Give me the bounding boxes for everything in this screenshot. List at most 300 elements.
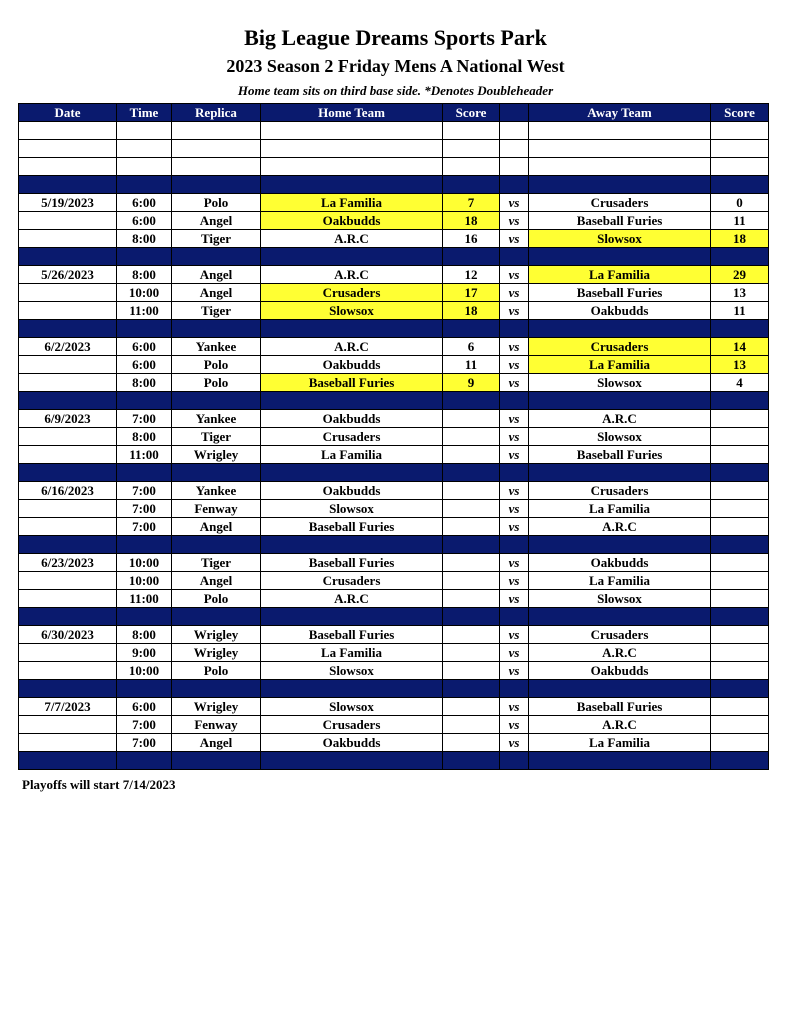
vs-cell: vs — [500, 734, 529, 752]
time-cell: 7:00 — [117, 482, 172, 500]
time-cell: 8:00 — [117, 230, 172, 248]
blank-cell — [500, 140, 529, 158]
separator-cell — [117, 176, 172, 194]
replica-cell: Angel — [172, 266, 261, 284]
separator-cell — [500, 248, 529, 266]
separator-cell — [261, 392, 443, 410]
separator-cell — [19, 248, 117, 266]
date-cell — [19, 716, 117, 734]
home-score-cell — [443, 428, 500, 446]
vs-cell: vs — [500, 518, 529, 536]
time-cell: 7:00 — [117, 410, 172, 428]
vs-cell: vs — [500, 212, 529, 230]
separator-cell — [500, 176, 529, 194]
vs-cell: vs — [500, 716, 529, 734]
time-cell: 11:00 — [117, 446, 172, 464]
vs-cell: vs — [500, 374, 529, 392]
separator-cell — [529, 248, 711, 266]
replica-cell: Yankee — [172, 482, 261, 500]
away-score-cell — [711, 572, 769, 590]
table-row — [19, 428, 769, 446]
home-score-cell — [443, 446, 500, 464]
separator-cell — [500, 392, 529, 410]
separator-cell — [443, 392, 500, 410]
away-score-cell — [711, 644, 769, 662]
replica-cell: Angel — [172, 572, 261, 590]
separator-cell — [117, 320, 172, 338]
home-score-cell — [443, 662, 500, 680]
home-score-cell: 12 — [443, 266, 500, 284]
separator-cell — [19, 680, 117, 698]
col-header-home-score: Score — [443, 104, 500, 122]
home-team-cell: Crusaders — [261, 716, 443, 734]
separator-cell — [117, 752, 172, 770]
separator-cell — [19, 320, 117, 338]
separator-cell — [172, 320, 261, 338]
blank-cell — [261, 140, 443, 158]
date-cell — [19, 212, 117, 230]
home-team-cell: La Familia — [261, 644, 443, 662]
date-cell — [19, 734, 117, 752]
time-cell: 8:00 — [117, 626, 172, 644]
replica-cell: Yankee — [172, 338, 261, 356]
time-cell: 10:00 — [117, 554, 172, 572]
away-team-cell: Slowsox — [529, 230, 711, 248]
away-team-cell: Crusaders — [529, 626, 711, 644]
away-team-cell: Oakbudds — [529, 554, 711, 572]
home-score-cell — [443, 482, 500, 500]
separator-cell — [443, 536, 500, 554]
away-team-cell: Oakbudds — [529, 662, 711, 680]
separator-cell — [117, 536, 172, 554]
vs-cell: vs — [500, 356, 529, 374]
home-team-cell: Oakbudds — [261, 356, 443, 374]
away-team-cell: A.R.C — [529, 518, 711, 536]
vs-cell: vs — [500, 500, 529, 518]
away-score-cell: 13 — [711, 284, 769, 302]
home-score-cell: 7 — [443, 194, 500, 212]
separator-cell — [711, 464, 769, 482]
away-team-cell: La Familia — [529, 500, 711, 518]
home-score-cell: 9 — [443, 374, 500, 392]
blank-cell — [19, 122, 117, 140]
away-team-cell: Baseball Furies — [529, 212, 711, 230]
home-team-cell: A.R.C — [261, 338, 443, 356]
page-note: Home team sits on third base side. *Denotes Doubleheader — [237, 83, 554, 98]
blank-row — [19, 158, 769, 176]
home-team-cell: Slowsox — [261, 662, 443, 680]
table-row — [19, 446, 769, 464]
vs-cell: vs — [500, 410, 529, 428]
table-row — [19, 194, 769, 212]
home-score-cell: 17 — [443, 284, 500, 302]
week-separator-row — [19, 392, 769, 410]
table-row — [19, 518, 769, 536]
away-team-cell: A.R.C — [529, 410, 711, 428]
separator-cell — [500, 680, 529, 698]
away-team-cell: Oakbudds — [529, 302, 711, 320]
away-score-cell: 29 — [711, 266, 769, 284]
away-score-cell: 11 — [711, 212, 769, 230]
replica-cell: Yankee — [172, 410, 261, 428]
week-separator-row — [19, 176, 769, 194]
blank-cell — [711, 140, 769, 158]
away-score-cell — [711, 626, 769, 644]
replica-cell: Polo — [172, 374, 261, 392]
home-score-cell — [443, 410, 500, 428]
week-separator-row — [19, 464, 769, 482]
col-header-replica: Replica — [172, 104, 261, 122]
date-cell — [19, 302, 117, 320]
home-score-cell — [443, 626, 500, 644]
away-score-cell — [711, 518, 769, 536]
separator-cell — [529, 464, 711, 482]
time-cell: 6:00 — [117, 338, 172, 356]
separator-cell — [261, 608, 443, 626]
blank-cell — [711, 158, 769, 176]
home-score-cell: 18 — [443, 302, 500, 320]
col-header-time: Time — [117, 104, 172, 122]
away-team-cell: La Familia — [529, 356, 711, 374]
replica-cell: Wrigley — [172, 626, 261, 644]
separator-cell — [443, 176, 500, 194]
separator-cell — [172, 536, 261, 554]
vs-cell: vs — [500, 572, 529, 590]
separator-cell — [529, 536, 711, 554]
vs-cell: vs — [500, 446, 529, 464]
away-team-cell: Crusaders — [529, 194, 711, 212]
blank-cell — [443, 140, 500, 158]
home-team-cell: Slowsox — [261, 500, 443, 518]
home-score-cell: 6 — [443, 338, 500, 356]
away-score-cell: 0 — [711, 194, 769, 212]
away-team-cell: Crusaders — [529, 482, 711, 500]
schedule-table — [18, 103, 769, 770]
blank-cell — [529, 140, 711, 158]
home-team-cell: Oakbudds — [261, 410, 443, 428]
table-row — [19, 230, 769, 248]
separator-cell — [172, 392, 261, 410]
date-cell: 6/30/2023 — [19, 626, 117, 644]
blank-cell — [500, 122, 529, 140]
replica-cell: Wrigley — [172, 446, 261, 464]
time-cell: 9:00 — [117, 644, 172, 662]
separator-cell — [19, 176, 117, 194]
away-team-cell: A.R.C — [529, 716, 711, 734]
date-cell — [19, 572, 117, 590]
date-cell — [19, 374, 117, 392]
home-team-cell: Crusaders — [261, 428, 443, 446]
home-team-cell: Baseball Furies — [261, 626, 443, 644]
separator-cell — [261, 464, 443, 482]
home-team-cell: A.R.C — [261, 590, 443, 608]
separator-cell — [443, 248, 500, 266]
separator-cell — [443, 680, 500, 698]
page-title: Big League Dreams Sports Park — [244, 25, 547, 50]
home-team-cell: A.R.C — [261, 230, 443, 248]
blank-cell — [529, 122, 711, 140]
table-row — [19, 374, 769, 392]
separator-cell — [443, 320, 500, 338]
separator-cell — [711, 536, 769, 554]
col-header-away-score: Score — [711, 104, 769, 122]
date-cell — [19, 428, 117, 446]
home-score-cell — [443, 518, 500, 536]
separator-cell — [443, 608, 500, 626]
vs-cell: vs — [500, 302, 529, 320]
time-cell: 8:00 — [117, 428, 172, 446]
away-score-cell — [711, 716, 769, 734]
blank-row — [19, 122, 769, 140]
separator-cell — [19, 752, 117, 770]
replica-cell: Polo — [172, 194, 261, 212]
time-cell: 7:00 — [117, 500, 172, 518]
blank-cell — [117, 140, 172, 158]
table-row — [19, 356, 769, 374]
time-cell: 7:00 — [117, 518, 172, 536]
home-team-cell: Slowsox — [261, 698, 443, 716]
replica-cell: Tiger — [172, 302, 261, 320]
away-team-cell: La Familia — [529, 266, 711, 284]
away-score-cell: 11 — [711, 302, 769, 320]
separator-cell — [711, 680, 769, 698]
date-cell — [19, 662, 117, 680]
away-score-cell — [711, 698, 769, 716]
time-cell: 6:00 — [117, 212, 172, 230]
date-cell — [19, 500, 117, 518]
home-team-cell: La Familia — [261, 446, 443, 464]
away-score-cell — [711, 446, 769, 464]
separator-cell — [711, 752, 769, 770]
away-score-cell — [711, 428, 769, 446]
vs-cell: vs — [500, 590, 529, 608]
week-separator-row — [19, 608, 769, 626]
away-score-cell — [711, 734, 769, 752]
separator-cell — [529, 176, 711, 194]
table-row — [19, 338, 769, 356]
separator-cell — [117, 680, 172, 698]
date-cell — [19, 590, 117, 608]
separator-cell — [711, 320, 769, 338]
time-cell: 7:00 — [117, 734, 172, 752]
blank-cell — [172, 140, 261, 158]
table-row — [19, 554, 769, 572]
replica-cell: Polo — [172, 662, 261, 680]
away-team-cell: La Familia — [529, 572, 711, 590]
blank-cell — [261, 158, 443, 176]
home-team-cell: Oakbudds — [261, 212, 443, 230]
home-score-cell: 16 — [443, 230, 500, 248]
week-separator-row — [19, 248, 769, 266]
home-score-cell — [443, 716, 500, 734]
separator-cell — [19, 392, 117, 410]
home-score-cell — [443, 590, 500, 608]
blank-cell — [19, 140, 117, 158]
separator-cell — [500, 320, 529, 338]
table-row — [19, 698, 769, 716]
away-team-cell: Slowsox — [529, 374, 711, 392]
vs-cell: vs — [500, 644, 529, 662]
week-separator-row — [19, 536, 769, 554]
away-score-cell — [711, 500, 769, 518]
blank-cell — [19, 158, 117, 176]
blank-row — [19, 140, 769, 158]
blank-cell — [117, 122, 172, 140]
away-team-cell: Slowsox — [529, 590, 711, 608]
separator-cell — [500, 536, 529, 554]
separator-cell — [172, 680, 261, 698]
time-cell: 11:00 — [117, 302, 172, 320]
vs-cell: vs — [500, 194, 529, 212]
separator-cell — [172, 752, 261, 770]
time-cell: 10:00 — [117, 284, 172, 302]
separator-cell — [172, 176, 261, 194]
away-score-cell — [711, 590, 769, 608]
separator-cell — [261, 752, 443, 770]
replica-cell: Fenway — [172, 500, 261, 518]
home-score-cell: 18 — [443, 212, 500, 230]
table-row — [19, 212, 769, 230]
table-row — [19, 716, 769, 734]
separator-cell — [19, 464, 117, 482]
separator-cell — [529, 752, 711, 770]
replica-cell: Fenway — [172, 716, 261, 734]
separator-cell — [261, 176, 443, 194]
table-row — [19, 266, 769, 284]
home-team-cell: Baseball Furies — [261, 374, 443, 392]
away-score-cell — [711, 554, 769, 572]
away-team-cell: Crusaders — [529, 338, 711, 356]
separator-cell — [19, 608, 117, 626]
separator-cell — [19, 536, 117, 554]
time-cell: 10:00 — [117, 662, 172, 680]
time-cell: 10:00 — [117, 572, 172, 590]
separator-cell — [443, 752, 500, 770]
separator-cell — [172, 608, 261, 626]
separator-cell — [711, 392, 769, 410]
vs-cell: vs — [500, 338, 529, 356]
date-cell — [19, 356, 117, 374]
home-score-cell — [443, 698, 500, 716]
separator-cell — [529, 680, 711, 698]
table-row — [19, 500, 769, 518]
away-team-cell: Baseball Furies — [529, 446, 711, 464]
blank-cell — [500, 158, 529, 176]
date-cell: 6/9/2023 — [19, 410, 117, 428]
table-row — [19, 482, 769, 500]
separator-cell — [500, 464, 529, 482]
replica-cell: Polo — [172, 590, 261, 608]
time-cell: 11:00 — [117, 590, 172, 608]
separator-cell — [117, 608, 172, 626]
date-cell: 6/2/2023 — [19, 338, 117, 356]
home-score-cell — [443, 554, 500, 572]
blank-cell — [711, 122, 769, 140]
separator-cell — [529, 608, 711, 626]
home-team-cell: Crusaders — [261, 572, 443, 590]
away-score-cell: 13 — [711, 356, 769, 374]
week-separator-row — [19, 320, 769, 338]
replica-cell: Angel — [172, 284, 261, 302]
date-cell — [19, 644, 117, 662]
table-row — [19, 662, 769, 680]
replica-cell: Wrigley — [172, 644, 261, 662]
separator-cell — [443, 464, 500, 482]
vs-cell: vs — [500, 266, 529, 284]
replica-cell: Angel — [172, 212, 261, 230]
blank-cell — [443, 158, 500, 176]
home-team-cell: Baseball Furies — [261, 554, 443, 572]
separator-cell — [172, 464, 261, 482]
footer-note: Playoffs will start 7/14/2023 — [22, 777, 176, 792]
date-cell: 7/7/2023 — [19, 698, 117, 716]
date-cell: 5/26/2023 — [19, 266, 117, 284]
date-cell — [19, 518, 117, 536]
separator-cell — [117, 248, 172, 266]
vs-cell: vs — [500, 284, 529, 302]
replica-cell: Tiger — [172, 230, 261, 248]
blank-cell — [172, 158, 261, 176]
separator-cell — [500, 752, 529, 770]
replica-cell: Tiger — [172, 428, 261, 446]
away-score-cell: 4 — [711, 374, 769, 392]
home-team-cell: Slowsox — [261, 302, 443, 320]
away-team-cell: Slowsox — [529, 428, 711, 446]
week-separator-row — [19, 680, 769, 698]
blank-cell — [443, 122, 500, 140]
separator-cell — [261, 536, 443, 554]
home-score-cell — [443, 572, 500, 590]
separator-cell — [117, 392, 172, 410]
table-row — [19, 302, 769, 320]
time-cell: 6:00 — [117, 194, 172, 212]
separator-cell — [711, 176, 769, 194]
time-cell: 6:00 — [117, 356, 172, 374]
replica-cell: Wrigley — [172, 698, 261, 716]
separator-cell — [711, 608, 769, 626]
home-team-cell: Crusaders — [261, 284, 443, 302]
replica-cell: Angel — [172, 734, 261, 752]
separator-cell — [261, 248, 443, 266]
table-row — [19, 284, 769, 302]
date-cell: 6/16/2023 — [19, 482, 117, 500]
home-score-cell: 11 — [443, 356, 500, 374]
vs-cell: vs — [500, 482, 529, 500]
home-score-cell — [443, 500, 500, 518]
table-row — [19, 590, 769, 608]
home-score-cell — [443, 734, 500, 752]
table-row — [19, 626, 769, 644]
table-row — [19, 572, 769, 590]
schedule-body — [19, 122, 769, 770]
table-row — [19, 410, 769, 428]
separator-cell — [261, 680, 443, 698]
vs-cell: vs — [500, 626, 529, 644]
away-score-cell: 18 — [711, 230, 769, 248]
home-team-cell: A.R.C — [261, 266, 443, 284]
separator-cell — [172, 248, 261, 266]
separator-cell — [500, 608, 529, 626]
blank-cell — [172, 122, 261, 140]
home-score-cell — [443, 644, 500, 662]
vs-cell: vs — [500, 428, 529, 446]
week-separator-row — [19, 752, 769, 770]
replica-cell: Polo — [172, 356, 261, 374]
separator-cell — [117, 464, 172, 482]
away-team-cell: La Familia — [529, 734, 711, 752]
date-cell — [19, 230, 117, 248]
away-team-cell: Baseball Furies — [529, 284, 711, 302]
